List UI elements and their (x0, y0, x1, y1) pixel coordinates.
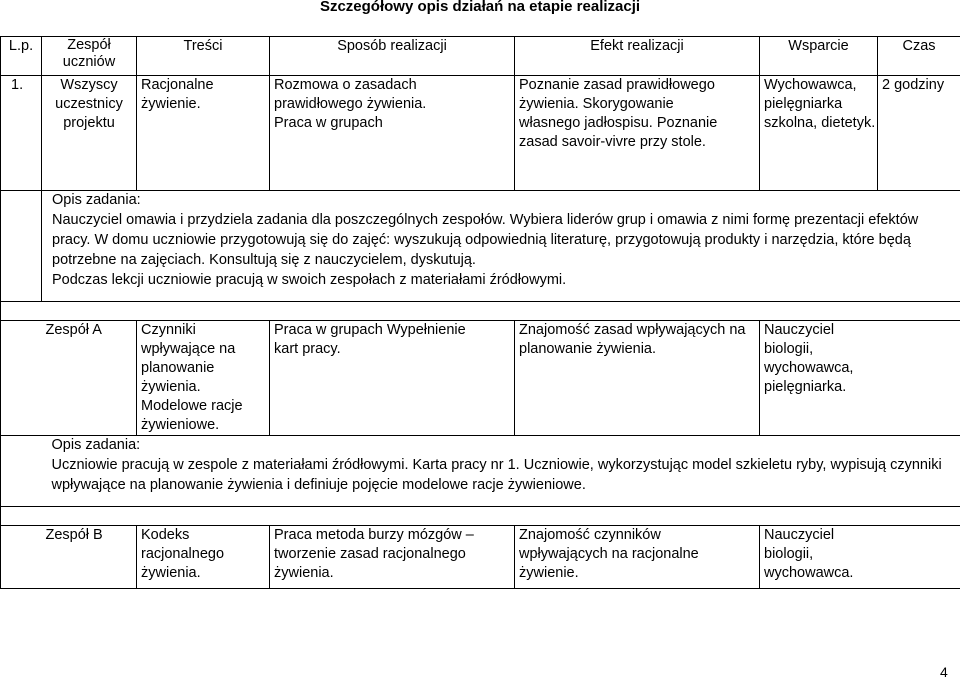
row1-zespol: Wszyscy uczestnicy projektu (42, 76, 137, 191)
header-wsparcie: Wsparcie (760, 37, 878, 76)
rowA-sposob: Praca w grupach Wypełnienie kart pracy. (270, 321, 515, 436)
rowA-opis-text: Uczniowie pracują w zespole z materiałami źródłowymi. Karta pracy nr 1. Uczniowie, wykorzystując model szkieletu ryby, wypisują czynniki wpływające na planowanie żywienia i definiuje pojęcie modelowe racje żywieniowe. (51, 457, 942, 493)
row1-opis-blank (1, 191, 42, 302)
rowA-opis (42, 436, 960, 507)
rowA-tresci: Czynniki wpływające na planowanie żywienia. Modelowe racje żywieniowe. (137, 321, 270, 436)
realization-table (0, 36, 960, 589)
rowA-wsparcie: Nauczyciel biologii, wychowawca, pielęgniarka. (760, 321, 960, 436)
row-b (1, 526, 960, 589)
row1-lp: 1. (1, 76, 42, 191)
row1-opis-text2: Podczas lekcji uczniowie pracują w swoich zespołach z materiałami źródłowymi. (52, 272, 567, 288)
header-tresci: Treści (137, 37, 270, 76)
rowB-zespol: Zespół B (42, 526, 137, 589)
rowB-efekt: Znajomość czynników wpływających na racjonalne żywienie. (515, 526, 760, 589)
header-lp: L.p. (1, 37, 42, 76)
rowA-efekt: Znajomość zasad wpływających na planowanie żywienia. (515, 321, 760, 436)
rowA-opis-label: Opis zadania: (51, 437, 141, 453)
row-1-opis (1, 191, 960, 302)
row1-opis-label: Opis zadania: (52, 192, 141, 208)
row-a (1, 321, 960, 436)
page-number: 4 (940, 664, 948, 680)
row1-opis (42, 191, 960, 302)
spacer-row-1 (1, 302, 960, 321)
row-a-opis (1, 436, 960, 507)
rowA-zespol: Zespół A (42, 321, 137, 436)
header-efekt: Efekt realizacji (515, 37, 760, 76)
page-title: Szczegółowy opis działań na etapie realizacji (319, 0, 641, 15)
header-zespol: Zespół uczniów (42, 37, 137, 76)
row1-wsparcie: Wychowawca, pielęgniarka szkolna, dietetyk. (760, 76, 878, 191)
row-1 (1, 76, 960, 191)
row1-opis-text: Nauczyciel omawia i przydziela zadania dla poszczególnych zespołów. Wybiera liderów grup i omawia z nimi formę prezentacji efektów pracy. W domu uczniowie przygotowują się do zajęć: wyszukują odpowiednią literaturę, przygotowują produkty i narzędzia, które będą potrzebne na zajęciach. Konsultują się z nauczycielem, dyskutują. (52, 212, 919, 268)
header-czas: Czas (878, 37, 960, 76)
rowB-wsparcie: Nauczyciel biologii, wychowawca. (760, 526, 960, 589)
header-row (1, 37, 960, 76)
rowB-tresci: Kodeks racjonalnego żywienia. (137, 526, 270, 589)
row1-sposob: Rozmowa o zasadach prawidłowego żywienia. Praca w grupach (270, 76, 515, 191)
spacer-row-2 (1, 507, 960, 526)
row1-czas: 2 godziny (878, 76, 960, 191)
rowB-sposob: Praca metoda burzy mózgów – tworzenie zasad racjonalnego żywienia. (270, 526, 515, 589)
header-sposob: Sposób realizacji (270, 37, 515, 76)
row1-efekt: Poznanie zasad prawidłowego żywienia. Skorygowanie własnego jadłospisu. Poznanie zasad savoir-vivre przy stole. (515, 76, 760, 191)
row1-tresci: Racjonalne żywienie. (137, 76, 270, 191)
